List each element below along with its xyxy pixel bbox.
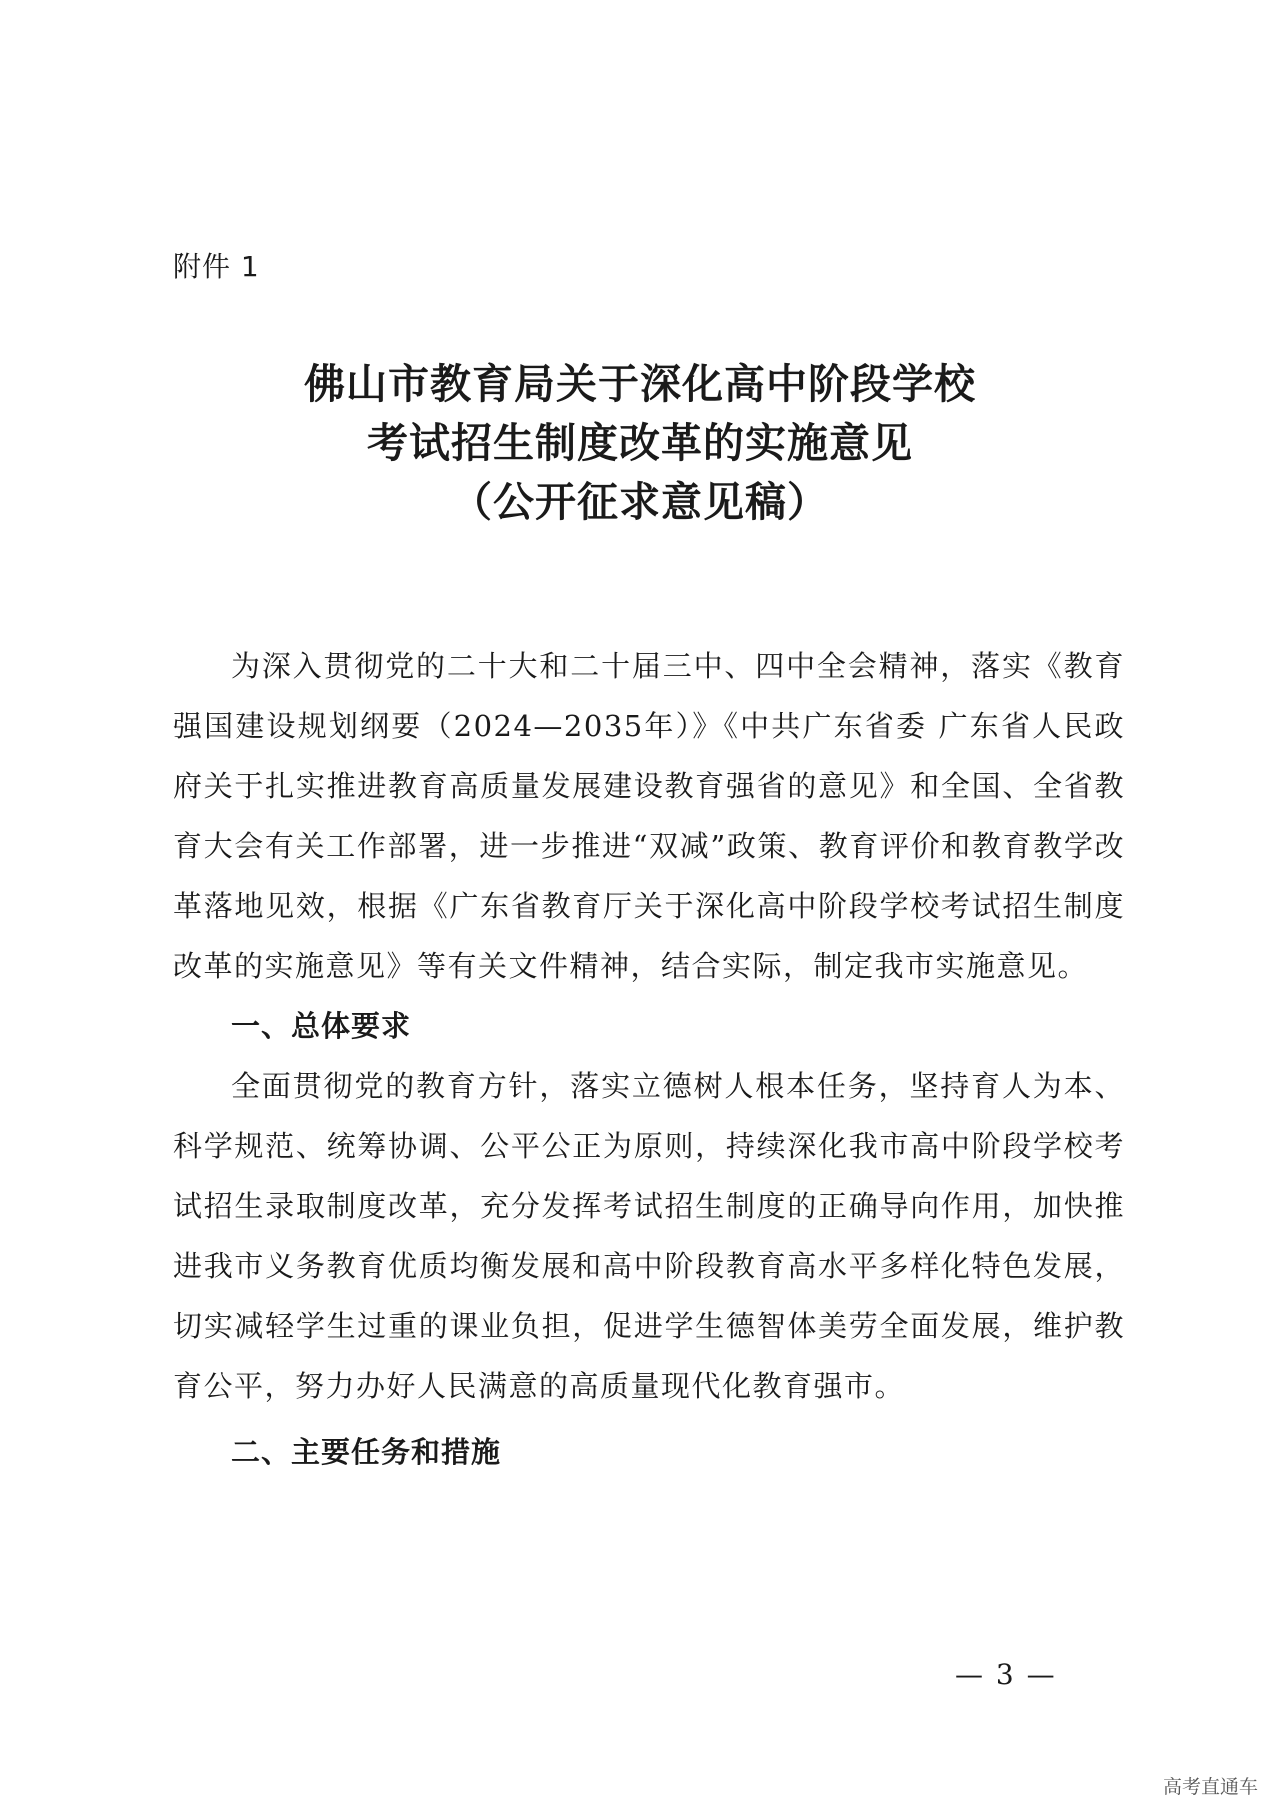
section-heading-main-tasks: 二、主要任务和措施 [231,1435,502,1469]
intro-paragraph: 为深入贯彻党的二十大和二十届三中、四中全会精神，落实《教育强国建设规划纲要（2024—2035年）》《中共广东省委 广东省人民政府关于扎实推进教育高质量发展建设教育强省的意见》和全国、全省教育大会有关工作部署，进一步推进“双减”政策、教育评价和教育教学改革落地见效，根据《广东省教育厅关于深化高中阶段学校考试招生制度改革的实施意见》等有关文件精神，结合实际，制定我市实施意见。 [173,649,1125,983]
title-line-2: 考试招生制度改革的实施意见 [367,419,913,467]
general-requirements-paragraph: 全面贯彻党的教育方针，落实立德树人根本任务，坚持育人为本、科学规范、统筹协调、公平公正为原则，持续深化我市高中阶段学校考试招生录取制度改革，充分发挥考试招生制度的正确导向作用，加快推进我市义务教育优质均衡发展和高中阶段教育高水平多样化特色发展，切实减轻学生过重的课业负担，促进学生德智体美劳全面发展，维护教育公平，努力办好人民满意的高质量现代化教育强市。 [173,1069,1125,1403]
watermark-text: 高考直通车 [1162,1776,1258,1798]
page-number: — 3 — [955,1658,1057,1691]
document-body [173,636,1125,1482]
section-heading-general-requirements: 一、总体要求 [231,1009,412,1043]
title-line-1: 佛山市教育局关于深化高中阶段学校 [304,360,976,408]
document-title [0,355,1280,532]
title-line-3: （公开征求意见稿） [451,478,829,526]
attachment-label: 附件 1 [173,250,260,283]
